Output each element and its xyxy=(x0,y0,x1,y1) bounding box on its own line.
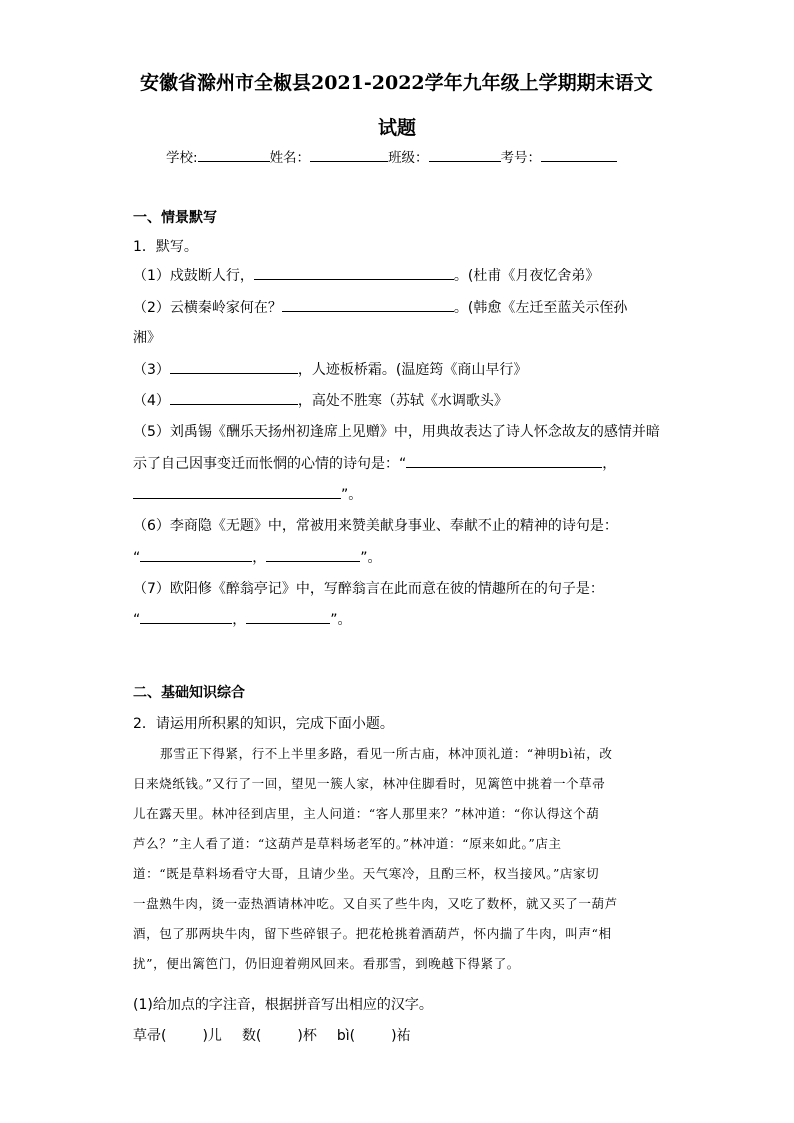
pinyin-exercise-row xyxy=(133,1025,411,1045)
item-7-line1: （7）欧阳修《醉翁亭记》中，写醉翁言在此而意在彼的情趣所在的句子是： xyxy=(133,581,604,597)
question-2-stem: 2．请运用所积累的知识，完成下面小题。 xyxy=(133,716,394,732)
answer-blank[interactable] xyxy=(254,265,454,280)
answer-blank[interactable] xyxy=(140,547,252,562)
item-5-line1: （5）刘禹锡《酬乐天扬州初逢席上见赠》中，用典故表达了诗人怀念故友的感情并暗 xyxy=(133,424,660,440)
school-label: 学校: xyxy=(166,150,198,166)
item-2-continued: 湘》 xyxy=(133,330,161,346)
answer-blank[interactable] xyxy=(140,609,232,624)
number-label: 考号： xyxy=(500,150,542,166)
student-info-row xyxy=(166,146,617,166)
passage-line: 扰”，便出篱笆门，仍旧迎着朔风回来。看那雪，到晚越下得紧了。 xyxy=(133,956,520,971)
answer-blank[interactable] xyxy=(282,297,454,312)
section-heading-1: 一、情景默写 xyxy=(133,210,217,226)
name-label: 姓名： xyxy=(269,150,311,166)
school-field[interactable] xyxy=(198,147,270,162)
page-title-line2: 试题 xyxy=(378,117,417,139)
item-2: （2）云横秦岭家何在？ 。(韩愈《左迁至蓝关示侄孙 xyxy=(133,297,627,317)
page-title: 安徽省滁州市全椒县2021-2022学年九年级上学期期末语文 xyxy=(140,72,653,94)
answer-blank[interactable] xyxy=(406,453,602,468)
passage-line: 日来烧纸钱。”又行了一回，望见一簇人家，林冲住脚看时，见篱笆中挑着一个草帚 xyxy=(133,776,606,791)
passage-line: 一盘熟牛肉，烫一壶热酒请林冲吃。又自买了些牛肉，又吃了数杯，就又买了一葫芦 xyxy=(133,896,618,911)
answer-blank[interactable] xyxy=(170,390,298,405)
question-1-stem: 1．默写。 xyxy=(133,239,198,255)
pinyin-item-3: bì( )祐 xyxy=(336,1028,411,1044)
answer-blank[interactable] xyxy=(133,484,341,499)
item-6-line1: （6）李商隐《无题》中，常被用来赞美献身事业、奉献不止的精神的诗句是： xyxy=(133,518,618,534)
item-3: （3） ，人迹板桥霜。(温庭筠《商山早行》 xyxy=(133,359,527,379)
item-5-line2: 示了自己因事变迁而怅惘的心情的诗句是：“ ， xyxy=(133,453,616,473)
item-1: （1）戍鼓断人行， 。(杜甫《月夜忆舍弟》 xyxy=(133,265,599,285)
class-label: 班级： xyxy=(388,150,429,166)
item-4: （4） ，高处不胜寒（苏轼《水调歌头》 xyxy=(133,390,508,410)
passage-line: 道：“既是草料场看守大哥，且请少坐。天气寒冷，且酌三杯，权当接风。”店家切 xyxy=(133,866,600,881)
pinyin-item-1: 草帚( )儿 xyxy=(133,1028,222,1044)
answer-blank[interactable] xyxy=(246,609,330,624)
passage-line: 儿在露天里。林冲径到店里，主人问道：“客人那里来？”林冲道：“你认得这个葫 xyxy=(133,806,600,821)
item-7-line2: “ ， ”。 xyxy=(133,609,352,629)
item-6-line2: “ ， ”。 xyxy=(133,547,382,567)
sub-question-1-stem: (1)给加点的字注音，根据拼音写出相应的汉字。 xyxy=(133,997,433,1013)
pinyin-item-2: 数( )杯 xyxy=(241,1028,317,1044)
class-field[interactable] xyxy=(429,147,501,162)
passage-line: 那雪正下得紧，行不上半里多路，看见一所古庙，林冲顶礼道：“神明bì祐，改 xyxy=(160,746,613,761)
number-field[interactable] xyxy=(541,147,617,162)
item-5-line3: ”。 xyxy=(133,484,362,504)
name-field[interactable] xyxy=(310,147,388,162)
passage-line: 芦么？”主人看了道：“这葫芦是草料场老军的。”林冲道：“原来如此。”店主 xyxy=(133,836,562,851)
answer-blank[interactable] xyxy=(170,359,298,374)
answer-blank[interactable] xyxy=(266,547,360,562)
section-heading-2: 二、基础知识综合 xyxy=(133,685,245,701)
passage-line: 酒，包了那两块牛肉，留下些碎银子。把花枪挑着酒葫芦，怀内揣了牛肉，叫声“相 xyxy=(133,926,612,941)
